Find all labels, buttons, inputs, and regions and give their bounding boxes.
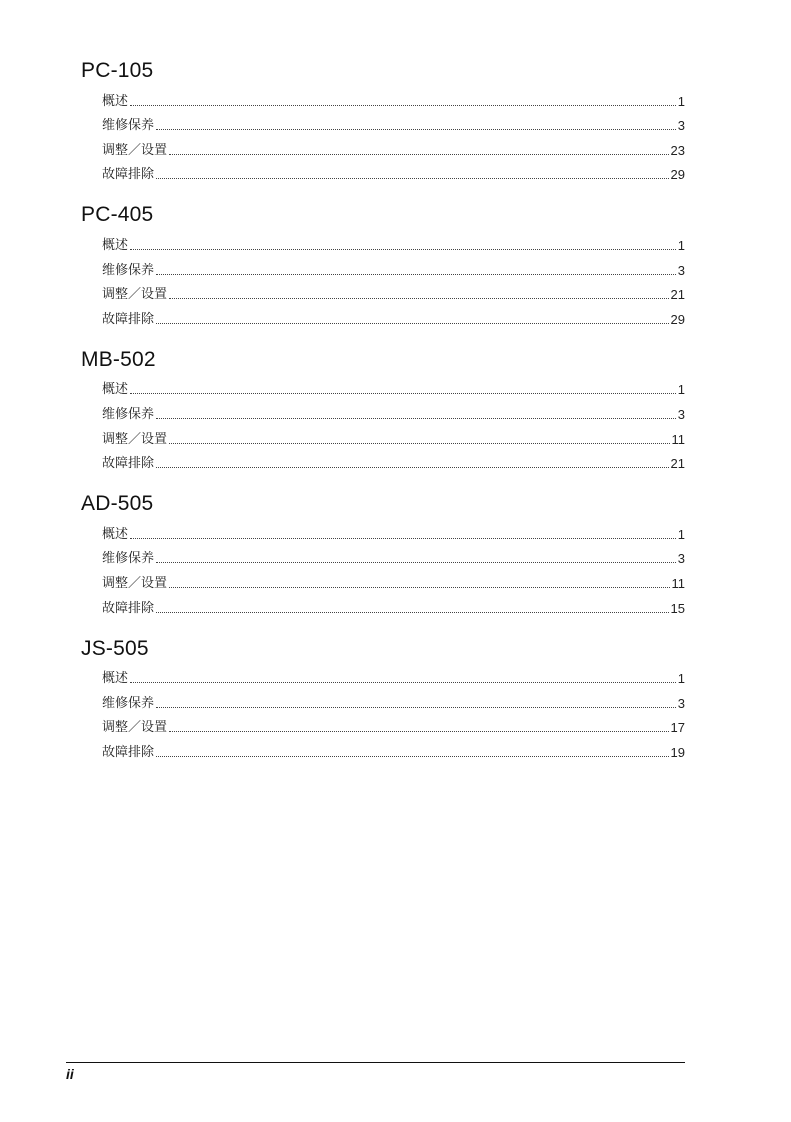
toc-entry-page: 15 (670, 600, 685, 616)
toc-entry-page: 21 (670, 287, 685, 303)
toc-section-pc-405 (81, 202, 685, 327)
dot-leader (130, 105, 676, 106)
toc-entry[interactable] (102, 567, 685, 592)
toc-entry[interactable] (102, 398, 685, 423)
toc-entry-label: 概述 (102, 382, 129, 398)
toc-entry-label: 维修保养 (102, 118, 155, 134)
toc-entry[interactable] (102, 85, 685, 110)
dot-leader (156, 274, 676, 275)
toc-entry[interactable] (102, 229, 685, 254)
toc-entry-label: 故障排除 (102, 167, 155, 183)
dot-leader (169, 298, 669, 299)
dot-leader (156, 612, 669, 613)
dot-leader (156, 129, 676, 130)
dot-leader (169, 443, 669, 444)
toc-entry-label: 调整／设置 (102, 575, 168, 591)
toc-entry[interactable] (102, 159, 685, 184)
toc-entry-page: 17 (670, 720, 685, 736)
toc-entry-label: 维修保养 (102, 551, 155, 567)
toc-entry-label: 维修保养 (102, 262, 155, 278)
toc-section-pc-105 (81, 58, 685, 183)
toc-entry-label: 概述 (102, 237, 129, 253)
dot-leader (169, 587, 669, 588)
toc-entry-label: 概述 (102, 93, 129, 109)
section-title: JS-505 (81, 636, 149, 660)
toc-section-mb-502 (81, 347, 685, 472)
toc-entry-page: 29 (670, 167, 685, 183)
footer-divider (66, 1062, 685, 1063)
dot-leader (156, 562, 676, 563)
toc-entry[interactable] (102, 110, 685, 135)
toc-entry[interactable] (102, 254, 685, 279)
toc-entry-label: 维修保养 (102, 695, 155, 711)
dot-leader (156, 756, 669, 757)
toc-entry-label: 调整／设置 (102, 720, 168, 736)
toc-entry-page: 23 (670, 142, 685, 158)
toc-entry-label: 概述 (102, 671, 129, 687)
toc-entry-label: 维修保养 (102, 406, 155, 422)
section-title: PC-105 (81, 59, 154, 82)
dot-leader (130, 682, 676, 683)
toc-entry-page: 1 (677, 526, 685, 542)
section-title: AD-505 (81, 492, 154, 516)
toc-entry-page: 3 (677, 118, 685, 134)
toc-entry-page: 3 (677, 695, 685, 711)
toc-entry-page: 3 (677, 551, 685, 567)
toc-entry-page: 1 (677, 93, 685, 109)
toc-entry[interactable] (102, 279, 685, 304)
toc-entry-page: 1 (677, 237, 685, 253)
toc-section-ad-505 (81, 491, 685, 616)
dot-leader (130, 249, 676, 250)
toc-entry-page: 11 (671, 431, 685, 447)
toc-entry[interactable] (102, 518, 685, 543)
toc-entry-page: 29 (670, 311, 685, 327)
dot-leader (156, 178, 669, 179)
dot-leader (156, 418, 676, 419)
toc-entry-page: 19 (670, 744, 685, 760)
dot-leader (169, 731, 669, 732)
toc-entry-label: 故障排除 (102, 311, 155, 327)
toc-entry[interactable] (102, 448, 685, 473)
toc-entry[interactable] (102, 687, 685, 712)
toc-entry-page: 3 (677, 406, 685, 422)
toc-entry-page: 1 (677, 671, 685, 687)
toc-entry[interactable] (102, 736, 685, 761)
toc-entry-label: 调整／设置 (102, 287, 168, 303)
toc-entry[interactable] (102, 663, 685, 688)
dot-leader (130, 393, 676, 394)
dot-leader (130, 538, 676, 539)
toc-entry-label: 调整／设置 (102, 142, 168, 158)
toc-entry-label: 调整／设置 (102, 431, 168, 447)
toc-entry-page: 1 (677, 382, 685, 398)
toc-entry-label: 故障排除 (102, 456, 155, 472)
section-title: PC-405 (81, 203, 154, 227)
toc-entry[interactable] (102, 543, 685, 568)
footer-page-number: ii (66, 1066, 74, 1082)
dot-leader (156, 707, 676, 708)
toc-entry-label: 概述 (102, 526, 129, 542)
table-of-contents (81, 58, 685, 780)
toc-section-js-505 (81, 636, 685, 761)
toc-entry-page: 21 (670, 456, 685, 472)
dot-leader (156, 323, 669, 324)
toc-entry-label: 故障排除 (102, 744, 155, 760)
toc-entry-page: 11 (671, 575, 685, 591)
dot-leader (169, 154, 669, 155)
toc-entry[interactable] (102, 712, 685, 737)
toc-entry[interactable] (102, 423, 685, 448)
toc-entry-page: 3 (677, 262, 685, 278)
toc-entry-label: 故障排除 (102, 600, 155, 616)
toc-entry[interactable] (102, 592, 685, 617)
toc-entry[interactable] (102, 374, 685, 399)
dot-leader (156, 467, 669, 468)
toc-entry[interactable] (102, 134, 685, 159)
section-title: MB-502 (81, 347, 156, 371)
toc-entry[interactable] (102, 303, 685, 328)
